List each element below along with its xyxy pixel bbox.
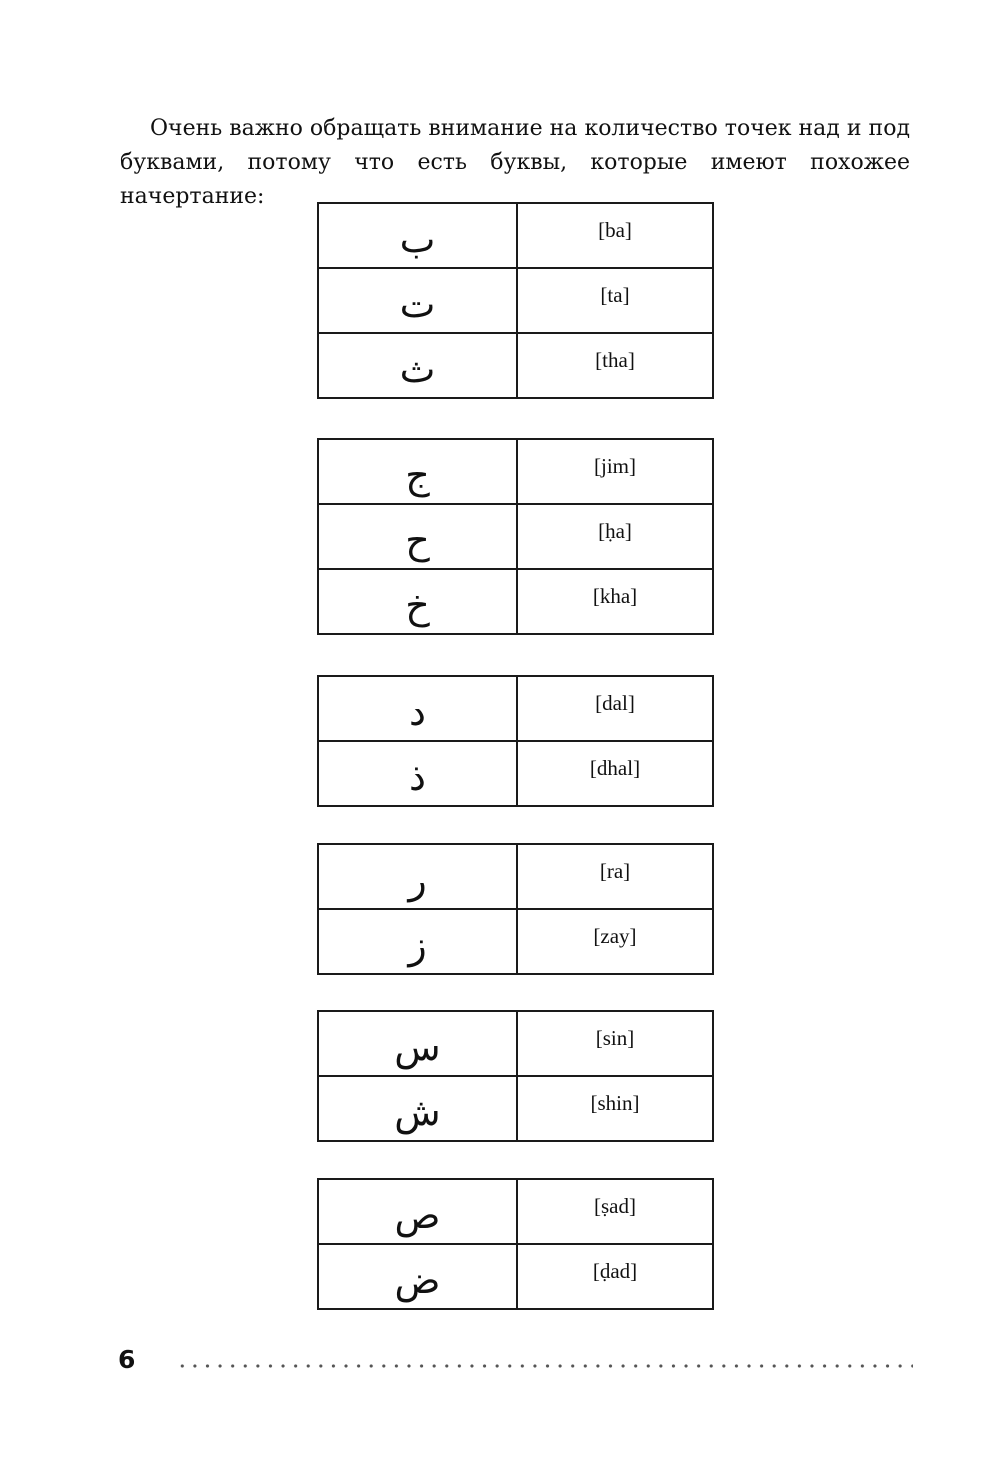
arabic-letter-cell xyxy=(318,439,517,504)
transliteration-cell xyxy=(517,569,713,634)
arabic-letter: ص xyxy=(394,1192,441,1237)
transliteration-cell xyxy=(517,1179,713,1244)
page-footer xyxy=(118,1345,913,1381)
letter-row xyxy=(318,203,713,268)
transliteration-cell xyxy=(517,741,713,806)
transliteration: [ta] xyxy=(600,283,630,307)
arabic-letter: ض xyxy=(394,1257,441,1302)
transliteration: [ḥa] xyxy=(598,519,632,543)
arabic-letter-cell xyxy=(318,676,517,741)
arabic-letter-cell xyxy=(318,1179,517,1244)
transliteration: [sin] xyxy=(595,1026,635,1050)
arabic-letter-cell xyxy=(318,1076,517,1141)
transliteration: [dal] xyxy=(595,691,635,715)
transliteration: [ṣad] xyxy=(594,1194,636,1218)
transliteration: [zay] xyxy=(593,924,637,948)
transliteration: [ba] xyxy=(598,218,632,242)
arabic-letter: د xyxy=(409,689,426,734)
transliteration-cell xyxy=(517,1244,713,1309)
arabic-letter: ز xyxy=(408,922,427,967)
arabic-letter-cell xyxy=(318,1244,517,1309)
arabic-letter: ذ xyxy=(409,754,426,799)
letter-row xyxy=(318,844,713,909)
letter-group-sad-dad xyxy=(317,1178,714,1310)
page-number: 6 xyxy=(118,1345,136,1374)
letter-row xyxy=(318,1076,713,1141)
transliteration-cell xyxy=(517,844,713,909)
transliteration-cell xyxy=(517,909,713,974)
transliteration: [shin] xyxy=(590,1091,640,1115)
arabic-letter: ح xyxy=(405,517,430,562)
letter-row xyxy=(318,1244,713,1309)
letter-row xyxy=(318,504,713,569)
letter-row xyxy=(318,1011,713,1076)
letter-row xyxy=(318,333,713,398)
letter-group-ra-zay xyxy=(317,843,714,975)
dotted-leader xyxy=(176,1364,913,1368)
arabic-letter-cell xyxy=(318,333,517,398)
arabic-letter: ب xyxy=(399,216,436,261)
arabic-letter: خ xyxy=(405,582,430,627)
arabic-letter: ت xyxy=(399,281,436,326)
transliteration-cell xyxy=(517,333,713,398)
arabic-letter-cell xyxy=(318,569,517,634)
arabic-letter-cell xyxy=(318,203,517,268)
transliteration-cell xyxy=(517,676,713,741)
letter-row xyxy=(318,741,713,806)
letter-row xyxy=(318,1179,713,1244)
transliteration: [kha] xyxy=(592,584,638,608)
transliteration: [ra] xyxy=(599,859,631,883)
arabic-letter-cell xyxy=(318,504,517,569)
letter-row xyxy=(318,268,713,333)
arabic-letter-cell xyxy=(318,741,517,806)
arabic-letter: ث xyxy=(399,346,436,391)
transliteration-cell xyxy=(517,268,713,333)
arabic-letter-cell xyxy=(318,844,517,909)
letter-group-dal-dhal xyxy=(317,675,714,807)
letter-group-sin-shin xyxy=(317,1010,714,1142)
transliteration: [dhal] xyxy=(589,756,641,780)
letter-group-jim-ha-kha xyxy=(317,438,714,635)
letter-row xyxy=(318,569,713,634)
arabic-letter: ر xyxy=(408,857,427,902)
arabic-letter-cell xyxy=(318,1011,517,1076)
arabic-letter-cell xyxy=(318,909,517,974)
letter-group-ba-ta-tha xyxy=(317,202,714,399)
transliteration-cell xyxy=(517,504,713,569)
transliteration-cell xyxy=(517,439,713,504)
arabic-letter: ج xyxy=(405,452,430,497)
transliteration: [tha] xyxy=(595,348,635,372)
transliteration: [ḍad] xyxy=(592,1259,638,1283)
transliteration-cell xyxy=(517,1011,713,1076)
intro-paragraph: Очень важно обращать внимание на количество точек над и под буквами, потому что есть буквы, которые имеют похожее начертание: xyxy=(120,116,910,209)
letter-row xyxy=(318,439,713,504)
letter-row xyxy=(318,909,713,974)
arabic-letter: ش xyxy=(394,1089,441,1134)
transliteration-cell xyxy=(517,1076,713,1141)
arabic-letter-cell xyxy=(318,268,517,333)
letter-row xyxy=(318,676,713,741)
transliteration-cell xyxy=(517,203,713,268)
arabic-letter: س xyxy=(394,1024,441,1069)
transliteration: [jim] xyxy=(594,454,636,478)
